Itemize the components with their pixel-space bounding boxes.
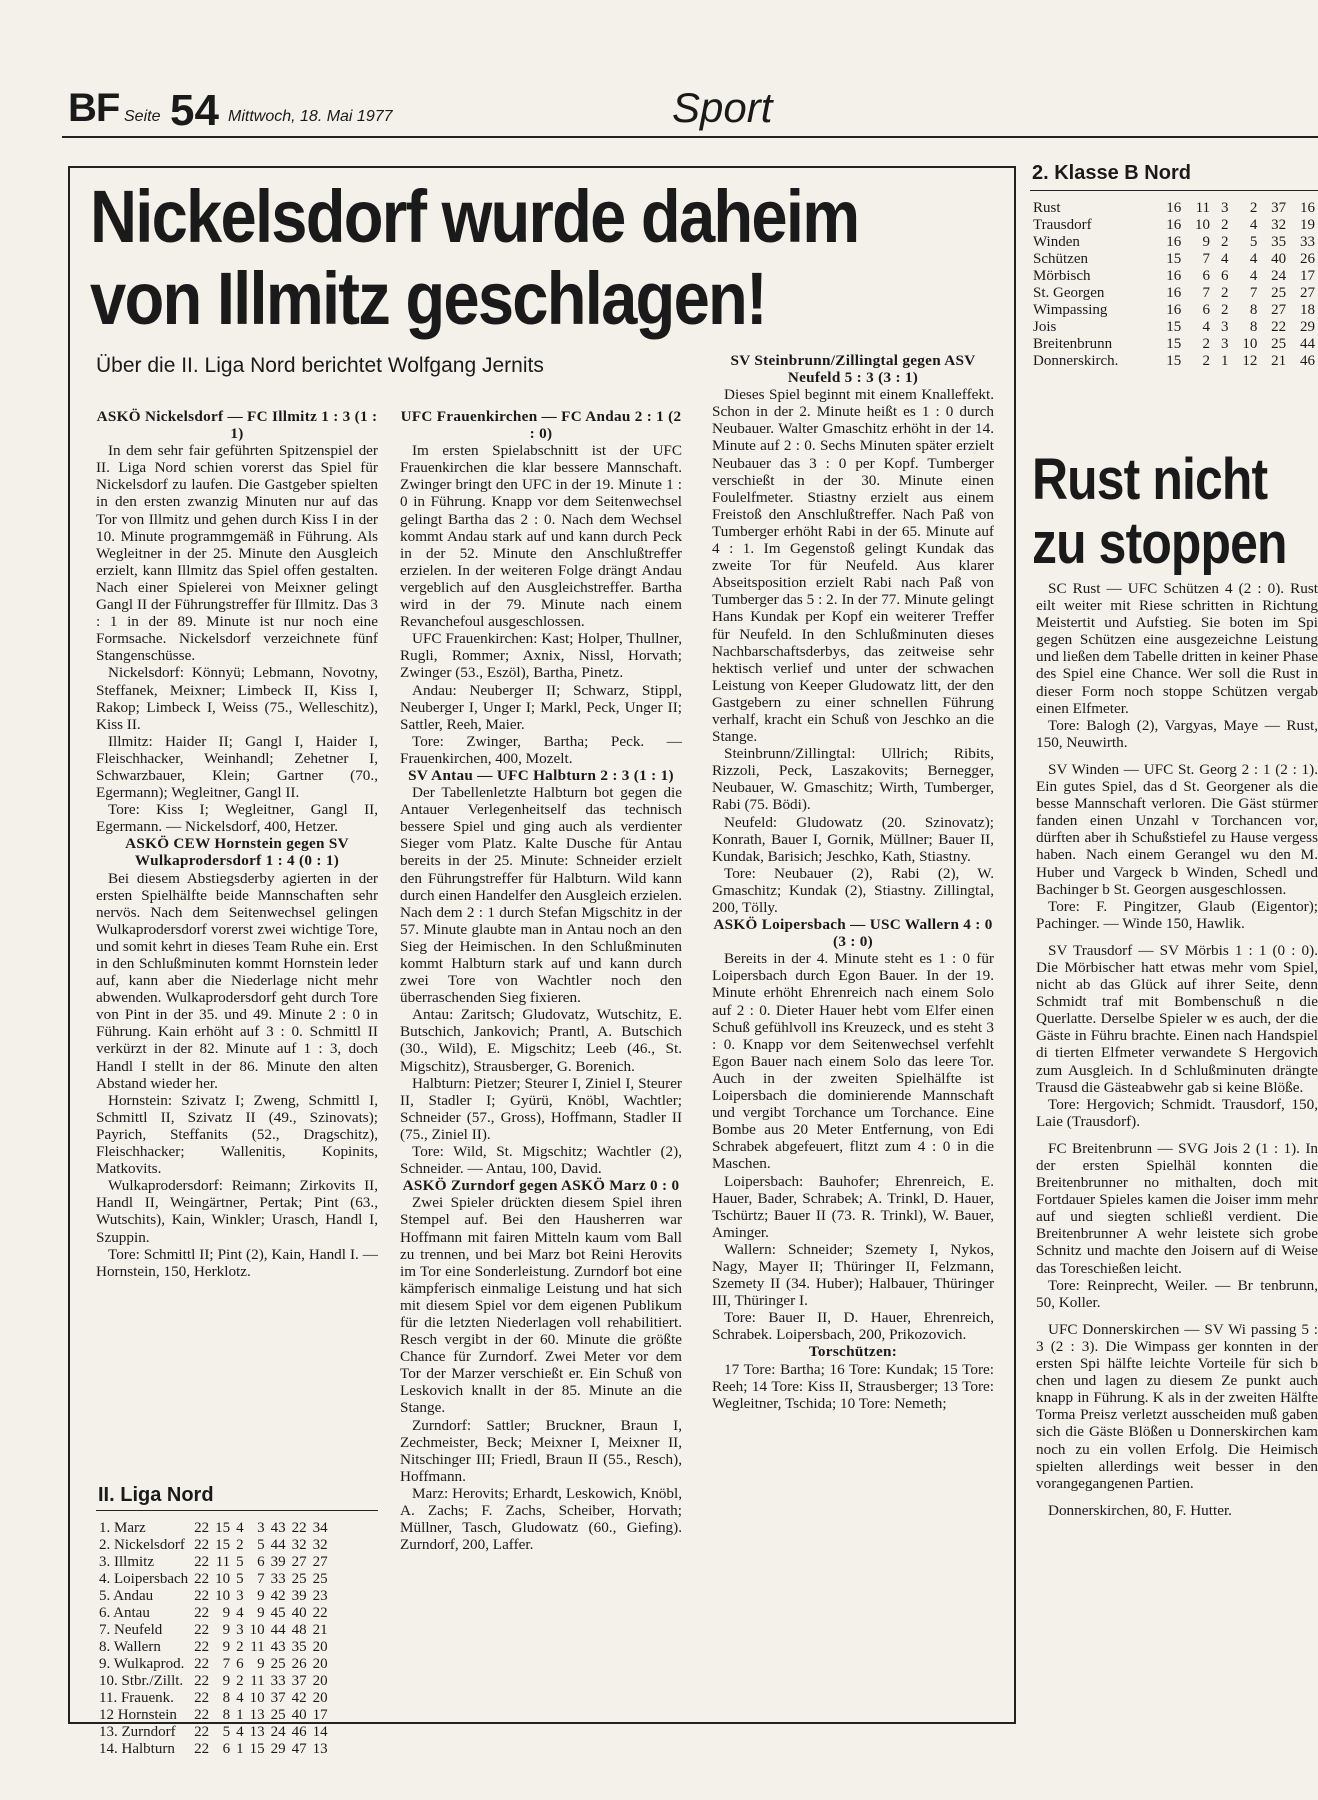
stat-cell: 20	[312, 1673, 328, 1689]
stat-cell: 3	[236, 1622, 244, 1638]
stat-cell: 15	[215, 1537, 231, 1553]
stat-cell: 6	[1221, 268, 1229, 284]
table-row	[1030, 251, 1318, 268]
stat-cell: 9	[257, 1656, 265, 1672]
stat-cell: 26	[1300, 251, 1315, 267]
article-paragraph: In dem sehr fair geführten Spitzenspiel der II. Liga Nord schien vorerst das Spiel für Nickelsdorf zu laufen. Die Gastgeber spielten in den ersten zwanzig Minuten nur auf das Tor von Illmitz und gehen durch Kiss I in der 10. Minute programmgemäß in Führung. Als Wegleitner in der 25. Minute den Ausgleich erzielt, kann Illmitz das Spiel offen gestalten. Nach einer Spielerei von Meixner gelingt Gangl II der Führungstreffer für Illmitz. Das 3 : 1 in der 89. Minute ist nur noch eine Formsache. Nickelsdorf verzeichnete fünf Stangenschüsse.	[96, 442, 378, 665]
stat-cell: 40	[1271, 251, 1287, 267]
stat-cell: 9	[1202, 234, 1211, 250]
article-paragraph: Tore: Bauer II, D. Hauer, Ehrenreich, Schrabek. Loipersbach, 200, Prikozovich.	[712, 1309, 994, 1344]
stat-cell: 33	[270, 1673, 286, 1689]
stat-cell: 10	[249, 1622, 265, 1638]
table-row	[96, 1673, 331, 1690]
stat-cell: 44	[270, 1622, 286, 1638]
stat-cell: 9	[257, 1605, 265, 1621]
stat-cell: 20	[312, 1639, 328, 1655]
stat-cell: 11	[250, 1639, 265, 1655]
stat-cell: 15	[1166, 251, 1182, 267]
stat-cell: 11	[215, 1554, 231, 1570]
match-heading: ASKÖ Zurndorf gegen ASKÖ Marz 0 : 0	[402, 1177, 680, 1195]
article-paragraph: Im ersten Spielabschnitt ist der UFC Frauenkirchen die klar bessere Mannschaft. Zwinger bringt den UFC in der 19. Minute 1 : 0 in Führung. Knapp vor dem Seitenwechsel gelingt Bartha das 2 : 0. Nach dem Wechsel kommt Andau stark auf und kann durch Peck in der 52. Minute den Anschlußtreffer erzielen. In der weiteren Folge drängt Andau vergeblich auf den Ausgleichstreffer. Bartha wird in der 79. Minute nach einem Revanchefoul ausgeschlossen.	[400, 442, 682, 631]
team-name: 5. Andau	[99, 1588, 154, 1604]
team-name: Trausdorf	[1033, 217, 1092, 233]
stat-cell: 35	[1271, 234, 1287, 250]
team-name: Winden	[1033, 234, 1080, 250]
klasse-standings-table	[1030, 200, 1318, 370]
stat-cell: 15	[1166, 336, 1182, 352]
stat-cell: 4	[1249, 251, 1258, 267]
stat-cell: 8	[1249, 302, 1258, 318]
article-paragraph: Tore: Zwinger, Bartha; Peck. — Frauenkirchen, 400, Mozelt.	[400, 732, 682, 767]
table-row	[96, 1520, 331, 1537]
article-paragraph: Wallern: Schneider; Szemety I, Nykos, Nagy, Mayer II; Thüringer II, Felzmann, Szemety II (34. Huber); Halbauer, Thüringer III, Thüringer I.	[712, 1240, 994, 1310]
table-row	[1030, 285, 1318, 302]
stat-cell: 17	[312, 1707, 328, 1723]
page-number: 54	[170, 86, 219, 135]
stat-cell: 32	[291, 1537, 307, 1553]
stat-cell: 5	[257, 1537, 265, 1553]
stat-cell: 48	[291, 1622, 307, 1638]
stat-cell: 21	[312, 1622, 328, 1638]
stat-cell: 9	[257, 1588, 265, 1604]
stat-cell: 2	[1202, 353, 1211, 369]
header-rule	[62, 136, 1318, 138]
stat-cell: 22	[194, 1554, 210, 1570]
stat-cell: 24	[1271, 268, 1287, 284]
team-name: 2. Nickelsdorf	[99, 1537, 185, 1553]
article-paragraph: Hornstein: Szivatz I; Zweng, Schmittl I, Schmittl II, Szivatz II (49., Szinovats); Payrich, Steffanits (52., Dragschitz), Fleischhacker; Wallenitis, Kopinits, Matkovits.	[96, 1091, 378, 1178]
article-paragraph: Tore: Balogh (2), Vargyas, Maye — Rust, 150, Neuwirth.	[1036, 716, 1318, 751]
stat-cell: 43	[270, 1520, 286, 1536]
article-paragraph: SC Rust — UFC Schützen 4 (2 : 0). Rust eilt weiter mit Riese schritten in Richtung Meistertit und Aufstieg. Sie boten im Spi gegen Schützen eine ausgezeichne Leistung und ließen dem Tabelle dritten in keiner Phase des Spiel eine Chance. Wer soll die Rust in dieser Form noch stoppe Schützen vergab einen Elfmeter.	[1036, 580, 1318, 717]
article-paragraph: SV Trausdorf — SV Mörbis 1 : 1 (0 : 0). Die Mörbischer hatt etwas mehr vom Spiel, nicht ab das Glück auf ihrer Seite, denn Schmidt traf mit Bombenschuß n die Querlatte. Derselbe Spieler w es auch, der die Gäste in Führu brachte. Einen nach Handspiel di tierten Elfmeter verwandete S Hergovich zum Ausgleich. In d Schlußminuten drängte Trausd die Gästeabwehr gab si keine Blöße.	[1036, 941, 1318, 1096]
stat-cell: 16	[1166, 285, 1182, 301]
article-paragraph: UFC Donnerskirchen — SV Wi passing 5 : 3 (2 : 3). Die Wimpass ger konnten in der ersten Spi hälfte leichte Vorteile für sich b chen und lagen zu diesem Ze punkt auch knapp in Führung. K als in der zweiten Hälfte Torma Preisz verletzt ausscheiden muß gaben sich die Gäste Blößen u Donnerskirchen kam noch zu ein vollen Erfolg. Die Heimisch spielten allerdings weit besser in den vorangegangenen Partien.	[1036, 1320, 1318, 1492]
article-paragraph: Tore: Hergovich; Schmidt. Trausdorf, 150, Laie (Trausdorf).	[1036, 1095, 1318, 1130]
match-heading: SV Steinbrunn/Zillingtal gegen ASV Neufeld 5 : 3 (3 : 1)	[730, 352, 976, 387]
table-row	[1030, 200, 1318, 217]
match-heading: SV Antau — UFC Halbturn 2 : 3 (1 : 1)	[408, 766, 674, 784]
stat-cell: 19	[1300, 217, 1315, 233]
article-paragraph: FC Breitenbrunn — SVG Jois 2 (1 : 1). In der ersten Spielhäl konnten die Breitenbrunner no mithalten, doch mit Fortdauer Spieles kamen die Joiser imm mehr auf und siegten schließl verdient. Die Breitenbrunner A wehr leistete sich grobe Schnitz und machte den Joisern auf di Weise das Toreschießen leicht.	[1036, 1139, 1318, 1277]
stat-cell: 3	[1221, 200, 1229, 216]
stat-cell: 25	[1271, 285, 1287, 301]
stat-cell: 32	[312, 1537, 328, 1553]
table-row	[96, 1588, 331, 1605]
team-name: St. Georgen	[1033, 285, 1105, 301]
team-name: Breitenbrunn	[1033, 336, 1113, 352]
stat-cell: 20	[312, 1656, 328, 1672]
stat-cell: 2	[1221, 285, 1229, 301]
table-row	[1030, 353, 1318, 370]
stat-cell: 45	[270, 1605, 286, 1621]
table-row	[96, 1571, 331, 1588]
stat-cell: 14	[312, 1724, 328, 1740]
stat-cell: 47	[291, 1741, 307, 1757]
stat-cell: 13	[249, 1724, 265, 1740]
stat-cell: 22	[312, 1605, 328, 1621]
stat-cell: 22	[194, 1622, 210, 1638]
article-paragraph: Tore: Wild, St. Migschitz; Wachtler (2), Schneider. — Antau, 100, David.	[400, 1143, 682, 1178]
stat-cell: 27	[1300, 285, 1315, 301]
stat-cell: 1	[236, 1741, 244, 1757]
stat-cell: 16	[1300, 200, 1315, 216]
stat-cell: 3	[1221, 319, 1229, 335]
stat-cell: 4	[236, 1520, 244, 1536]
stat-cell: 21	[1271, 353, 1287, 369]
table-row	[96, 1639, 331, 1656]
article-column-1	[96, 408, 378, 1280]
stat-cell: 2	[1221, 302, 1229, 318]
article-paragraph: Dieses Spiel beginnt mit einem Knalleffekt. Schon in der 2. Minute heißt es 1 : 0 durch Neubauer. Walter Gmaschitz erhöht in der 14. Minute auf 2 : 0. Sechs Minuten später erzielt Neubauer das 3 : 0 per Kopf. Tumberger verschießt in der 30. Minute einen Foulelfmeter. Stiastny erzielt aus einem Freistoß den Anschlußtreffer. Nach Paß von Tumberger erhöht Rabi in der 65. Minute auf 4 : 1. Im Gegenstoß gelingt Kundak das zweite Tor für Neufeld. Aus klarer Abseitsposition erzielt Rabi nach Paß von Tumberger das 5 : 2. In der 77. Minute gelingt Hans Kundak per Kopf ein weiterer Treffer für Neufeld. In den Schlußminuten dieses Nachbarschaftsderbys, das zeitweise sehr hektisch verlief und unter der schwachen Leistung von Keeper Gludowatz litt, der den Gastgebern zu einer schnellen Führung verhalf, kracht ein Schuß von Jeschko an die Stange.	[712, 386, 994, 746]
page-header	[68, 82, 1318, 138]
table-row	[1030, 302, 1318, 319]
stat-cell: 16	[1166, 268, 1182, 284]
table-row	[96, 1656, 331, 1673]
stat-cell: 29	[270, 1741, 286, 1757]
stat-cell: 2	[1202, 336, 1211, 352]
table-row	[1030, 319, 1318, 336]
stat-cell: 22	[194, 1707, 210, 1723]
stat-cell: 13	[249, 1707, 265, 1723]
stat-cell: 24	[270, 1724, 286, 1740]
stat-cell: 4	[236, 1690, 244, 1706]
stat-cell: 39	[270, 1554, 286, 1570]
stat-cell: 9	[222, 1622, 231, 1638]
liga-table-rule	[96, 1510, 378, 1511]
spacer	[1036, 1130, 1318, 1140]
stat-cell: 6	[222, 1741, 231, 1757]
stat-cell: 33	[1300, 234, 1315, 250]
article-headline: Nickelsdorf wurde daheim von Illmitz geschlagen!	[90, 175, 859, 340]
stat-cell: 6	[257, 1554, 265, 1570]
article-paragraph: UFC Frauenkirchen: Kast; Holper, Thullner, Rugli, Rommer; Axnix, Nissl, Horvath; Zwinger (53., Eszöl), Bartha, Pinetz.	[400, 630, 682, 682]
stat-cell: 4	[1249, 217, 1258, 233]
article-paragraph: Loipersbach: Bauhofer; Ehrenreich, E. Hauer, Bader, Schrabek; A. Trinkl, D. Hauer, Tschürtz; Bauer II (73. R. Trinkl), W. Bauer, Aminger.	[712, 1172, 994, 1241]
stat-cell: 5	[236, 1571, 244, 1587]
stat-cell: 11	[1195, 200, 1211, 216]
article-paragraph: SV Winden — UFC St. Georg 2 : 1 (2 : 1). Ein gutes Spiel, das d St. Georgener als die besse Mannschaft verloren. Die Gäst stürmer fanden einen Unzahl v Torchancen vor, dürften aber ih Schußstiefel zu Hause vergess haben. Nach einem Gerangel wu den M. Huber und Vargeck b Winden, Schedl und Bachinger b St. Georgen ausgeschlossen.	[1036, 760, 1318, 898]
table-row	[96, 1707, 331, 1724]
issue-date: Mittwoch, 18. Mai 1977	[228, 108, 393, 125]
stat-cell: 43	[270, 1639, 286, 1655]
team-name: 12 Hornstein	[99, 1707, 177, 1723]
match-heading: ASKÖ Loipersbach — USC Wallern 4 : 0 (3 : 0)	[713, 916, 993, 951]
team-name: 8. Wallern	[99, 1639, 161, 1655]
table-row	[1030, 234, 1318, 251]
stat-cell: 37	[270, 1690, 286, 1706]
article-paragraph: Illmitz: Haider II; Gangl I, Haider I, Fleischhacker, Weinhandl; Zehetner I, Schwarzbauer, Klein; Gartner (70., Egermann); Wegleitner, Gangl II.	[96, 732, 378, 802]
stat-cell: 2	[236, 1537, 244, 1553]
stat-cell: 22	[194, 1673, 210, 1689]
stat-cell: 7	[1249, 285, 1258, 301]
stat-cell: 22	[194, 1605, 210, 1621]
article-paragraph: Halbturn: Pietzer; Steurer I, Ziniel I, Steurer II, Stadler I; Gyürü, Knöbl, Wachtler; Schneider (57., Gross), Hoffmann, Stadler II (75., Ziniel II).	[400, 1074, 682, 1143]
stat-cell: 40	[291, 1605, 307, 1621]
stat-cell: 4	[1249, 268, 1258, 284]
stat-cell: 22	[194, 1537, 210, 1553]
stat-cell: 27	[1271, 302, 1287, 318]
stat-cell: 22	[194, 1741, 210, 1757]
stat-cell: 3	[257, 1520, 265, 1536]
article-paragraph: Bei diesem Abstiegsderby agierten in der ersten Spielhälfte beide Mannschaften sehr nervös. Nach dem Seitenwechsel gelingen Wulkaprodersdorf vorerst zwei wichtige Tore, und somit kehrt in dieses Team Ruhe ein. Erst in den Schlußminuten kommt Hornstein leder auf, kann aber die Niederlage nicht mehr abwenden. Wulkaprodersdorf geht durch Tore von Pint in der 35. und 49. Minute 2 : 0 in Führung. Kain erhöht auf 3 : 0. Schmittl II verkürzt in der 82. Minute auf 1 : 3, doch Handl I stellt in der 86. Minute den alten Abstand wieder her.	[96, 869, 378, 1092]
team-name: Schützen	[1033, 251, 1088, 267]
stat-cell: 16	[1166, 302, 1182, 318]
section-title: Sport	[672, 84, 773, 131]
stat-cell: 4	[236, 1724, 244, 1740]
team-name: Mörbisch	[1033, 268, 1091, 284]
liga-standings-table	[96, 1520, 331, 1758]
article-paragraph: Steinbrunn/Zillingtal: Ullrich; Ribits, Rizzoli, Peck, Laszakovits; Bernegger, Neubauer, W. Gmaschitz; Wirth, Tumberger, Rabi (75. Bödi).	[712, 745, 994, 814]
table-row	[96, 1537, 331, 1554]
stat-cell: 3	[1221, 336, 1229, 352]
team-name: Donnerskirch.	[1033, 353, 1119, 369]
table-row	[1030, 217, 1318, 234]
stat-cell: 12	[1242, 353, 1258, 369]
stat-cell: 4	[1202, 319, 1211, 335]
stat-cell: 27	[312, 1554, 328, 1570]
stat-cell: 22	[194, 1639, 210, 1655]
stat-cell: 15	[215, 1520, 231, 1536]
stat-cell: 2	[236, 1639, 244, 1655]
team-name: Jois	[1033, 319, 1057, 335]
klasse-table-title: 2. Klasse B Nord	[1032, 162, 1191, 184]
stat-cell: 10	[1195, 217, 1211, 233]
stat-cell: 18	[1300, 302, 1315, 318]
team-name: 11. Frauenk.	[99, 1690, 174, 1706]
article-paragraph: Andau: Neuberger II; Schwarz, Stippl, Neuberger I, Unger I; Markl, Peck, Unger II; Sattler, Reeh, Maier.	[400, 681, 682, 733]
stat-cell: 39	[291, 1588, 307, 1604]
stat-cell: 22	[194, 1571, 210, 1587]
table-row	[96, 1724, 331, 1741]
article-paragraph: Bereits in der 4. Minute steht es 1 : 0 für Loipersbach durch Egon Bauer. In der 19. Minute erhöht Ehrenreich nach einem Solo auf 2 : 0. Dieter Hauer hebt vom Elfer einen Schuß gefühlvoll ins Kreuzeck, und es steht 3 : 0. Knapp vor dem Seitenwechsel verfehlt Egon Bauer nach einem Solo das leere Tor. Auch in der zweiten Spielhälfte ist Loipersbach die dominierende Mannschaft und vergibt Torchance um Torchance. Eine Bombe aus 20 Meter Entfernung, von Edi Schrabek abgefeuert, flitzt zum 4 : 0 in die Maschen.	[712, 950, 994, 1173]
stat-cell: 2	[1221, 217, 1229, 233]
article-paragraph: Der Tabellenletzte Halbturn bot gegen die Antauer Verlegenheitself das technisch bessere Spiel und ging auch als verdienter Sieger vom Platz. Kalte Dusche für Antau bereits in der 25. Minute: Schneider erzielt den Führungstreffer für Halbturn. Wild kann durch einen Handelfer den Ausgleich erzielen. Nach dem 2 : 1 durch Stefan Migschitz in der 57. Minute glaubte man in Antau noch an den Sieg der Heimischen. In den Schlußminuten kommt Halbturn stark auf und kann durch zwei Tore von Wachtler noch den überraschenden Sieg fixieren.	[400, 784, 682, 1007]
stat-cell: 20	[312, 1690, 328, 1706]
stat-cell: 22	[194, 1588, 210, 1604]
stat-cell: 34	[312, 1520, 328, 1536]
stat-cell: 7	[1202, 285, 1211, 301]
stat-cell: 17	[1300, 268, 1315, 284]
stat-cell: 9	[222, 1605, 231, 1621]
spacer	[1036, 751, 1318, 761]
stat-cell: 10	[215, 1588, 231, 1604]
table-row	[96, 1605, 331, 1622]
stat-cell: 2	[236, 1673, 244, 1689]
match-heading: ASKÖ CEW Hornstein gegen SV Wulkaprodersdorf 1 : 4 (0 : 1)	[125, 835, 349, 870]
stat-cell: 6	[1202, 302, 1211, 318]
stat-cell: 26	[291, 1656, 307, 1672]
stat-cell: 2	[1249, 200, 1258, 216]
stat-cell: 8	[222, 1707, 231, 1723]
stat-cell: 6	[1202, 268, 1211, 284]
stat-cell: 9	[222, 1639, 231, 1655]
stat-cell: 10	[215, 1571, 231, 1587]
match-heading: UFC Frauenkirchen — FC Andau 2 : 1 (2 : 0)	[400, 408, 682, 443]
article-paragraph: Wulkaprodersdorf: Reimann; Zirkovits II, Handl II, Weingärtner, Pertak; Pint (63., Wutschits), Kain, Winkler; Urasch, Handl I, Szuppin.	[96, 1177, 378, 1246]
stat-cell: 25	[312, 1571, 328, 1587]
stat-cell: 15	[1166, 353, 1182, 369]
stat-cell: 44	[270, 1537, 286, 1553]
spacer	[1036, 1311, 1318, 1321]
stat-cell: 42	[291, 1690, 307, 1706]
stat-cell: 40	[291, 1707, 307, 1723]
stat-cell: 9	[222, 1673, 231, 1689]
stat-cell: 25	[270, 1656, 286, 1672]
right-article-column	[1036, 580, 1318, 1519]
team-name: 7. Neufeld	[99, 1622, 163, 1638]
stat-cell: 32	[1271, 217, 1287, 233]
article-paragraph: Antau: Zaritsch; Gludovatz, Wutschitz, E. Butschich, Jankovich; Prantl, A. Butschich (30., Wild), E. Migschitz; Leeb (46., St. Migschitz), Strausberger, G. Borenich.	[400, 1006, 682, 1075]
stat-cell: 42	[270, 1588, 286, 1604]
stat-cell: 44	[1300, 336, 1315, 352]
stat-cell: 22	[194, 1520, 210, 1536]
team-name: 9. Wulkaprod.	[99, 1656, 185, 1672]
stat-cell: 3	[236, 1588, 244, 1604]
article-paragraph: Neufeld: Gludowatz (20. Szinovatz); Konrath, Bauer I, Gornik, Müllner; Bauer II, Kundak, Barisich; Jeschko, Kath, Stiastny.	[712, 813, 994, 865]
stat-cell: 46	[1300, 353, 1315, 369]
article-column-2	[400, 408, 682, 1553]
stat-cell: 35	[291, 1639, 307, 1655]
table-row	[96, 1690, 331, 1707]
article-paragraph: Tore: F. Pingitzer, Glaub (Eigentor); Pachinger. — Winde 150, Hawlik.	[1036, 897, 1318, 932]
stat-cell: 16	[1166, 217, 1182, 233]
team-name: 3. Illmitz	[99, 1554, 154, 1570]
stat-cell: 11	[250, 1673, 265, 1689]
stat-cell: 37	[1271, 200, 1287, 216]
stat-cell: 5	[236, 1554, 244, 1570]
article-paragraph: Zwei Spieler drückten diesem Spiel ihren Stempel auf. Bei den Hausherren war Hoffmann mit fairen Mitteln kaum vom Ball zu trennen, und bei Marz bot Reini Herovits im Tor eine Sonderleistung. Zurndorf bot eine kämpferisch einmalige Leistung und hat sich mit diesem Spiel vor dem eigenen Publikum für die letzten Niederlagen voll rehabilitiert. Resch vergibt in der 60. Minute die größte Chance für Zurndorf. Zwei Meter vor dem Tor der Marzer verschießt er. Ein Schuß von Leskovich knallt in der 85. Minute an die Stange.	[400, 1194, 682, 1417]
stat-cell: 1	[236, 1707, 244, 1723]
stat-cell: 27	[291, 1554, 307, 1570]
stat-cell: 22	[194, 1656, 210, 1672]
stat-cell: 22	[291, 1520, 307, 1536]
stat-cell: 23	[312, 1588, 328, 1604]
page-label: Seite	[124, 108, 161, 125]
stat-cell: 4	[236, 1605, 244, 1621]
article-paragraph: Zurndorf: Sattler; Bruckner, Braun I, Zechmeister, Beck; Meixner I, Meixner II, Nitschinger III; Friedl, Braun II (55., Resch), Hoffmann.	[400, 1416, 682, 1485]
spacer	[1036, 1492, 1318, 1502]
article-paragraph: Tore: Neubauer (2), Rabi (2), W. Gmaschitz; Kundak (2), Stiastny. Zillingtal, 200, Tölly.	[712, 864, 994, 916]
match-heading: Torschützen:	[808, 1343, 898, 1361]
team-name: 6. Antau	[99, 1605, 150, 1621]
stat-cell: 5	[222, 1724, 231, 1740]
team-name: Wimpassing	[1033, 302, 1108, 318]
article-paragraph: Tore: Kiss I; Wegleitner, Gangl II, Egermann. — Nickelsdorf, 400, Hetzer.	[96, 801, 378, 836]
article-paragraph: Tore: Reinprecht, Weiler. — Br tenbrunn, 50, Koller.	[1036, 1276, 1318, 1311]
table-row	[96, 1741, 331, 1758]
stat-cell: 25	[291, 1571, 307, 1587]
article-paragraph: 17 Tore: Bartha; 16 Tore: Kundak; 15 Tore: Reeh; 14 Tore: Kiss II, Strausberger; 13 Tore: Wegleitner, Tschida; 10 Tore: Nemeth;	[712, 1360, 994, 1412]
liga-table-title: II. Liga Nord	[98, 1484, 214, 1506]
stat-cell: 5	[1249, 234, 1258, 250]
team-name: 1. Marz	[99, 1520, 146, 1536]
table-row	[96, 1554, 331, 1571]
stat-cell: 6	[236, 1656, 244, 1672]
spacer	[1036, 932, 1318, 942]
article-paragraph: Donnerskirchen, 80, F. Hutter.	[1048, 1501, 1232, 1519]
right-headline: Rust nicht zu stoppen	[1032, 447, 1287, 576]
article-column-3	[712, 352, 994, 1412]
stat-cell: 4	[1221, 251, 1229, 267]
table-row	[96, 1622, 331, 1639]
stat-cell: 22	[194, 1724, 210, 1740]
stat-cell: 1	[1221, 353, 1229, 369]
stat-cell: 37	[291, 1673, 307, 1689]
stat-cell: 25	[270, 1707, 286, 1723]
match-heading: ASKÖ Nickelsdorf — FC Illmitz 1 : 3 (1 : 1)	[96, 408, 378, 443]
stat-cell: 15	[1166, 319, 1182, 335]
stat-cell: 8	[1249, 319, 1258, 335]
stat-cell: 8	[222, 1690, 231, 1706]
stat-cell: 33	[270, 1571, 286, 1587]
stat-cell: 15	[249, 1741, 265, 1757]
stat-cell: 16	[1166, 234, 1182, 250]
article-paragraph: Tore: Schmittl II; Pint (2), Kain, Handl I. — Hornstein, 150, Herklotz.	[96, 1245, 378, 1280]
masthead-logo: BF	[68, 86, 120, 130]
stat-cell: 2	[1221, 234, 1229, 250]
team-name: 14. Halbturn	[99, 1741, 175, 1757]
team-name: 13. Zurndorf	[99, 1724, 176, 1740]
stat-cell: 22	[1271, 319, 1287, 335]
table-row	[1030, 268, 1318, 285]
stat-cell: 29	[1300, 319, 1315, 335]
stat-cell: 7	[257, 1571, 265, 1587]
team-name: 4. Loipersbach	[99, 1571, 189, 1587]
stat-cell: 46	[291, 1724, 307, 1740]
stat-cell: 13	[312, 1741, 328, 1757]
stat-cell: 10	[1242, 336, 1258, 352]
article-byline: Über die II. Liga Nord berichtet Wolfgang Jernits	[96, 354, 544, 377]
stat-cell: 7	[222, 1656, 231, 1672]
stat-cell: 22	[194, 1690, 210, 1706]
klasse-table-rule	[1030, 190, 1318, 191]
stat-cell: 25	[1271, 336, 1287, 352]
article-paragraph: Marz: Herovits; Erhardt, Leskowich, Knöbl, A. Zachs; F. Zachs, Scheiber, Horvath; Müllner, Tasch, Gludowatz (60., Giefing). Zurndorf, 200, Laffer.	[400, 1484, 682, 1554]
table-row	[1030, 336, 1318, 353]
article-paragraph: Nickelsdorf: Könnyü; Lebmann, Novotny, Steffanek, Meixner; Limbeck II, Kiss I, Rakop; Limbeck I, Weiss (75., Welleschitz), Kiss II.	[96, 664, 378, 733]
team-name: Rust	[1033, 200, 1061, 216]
stat-cell: 16	[1166, 200, 1182, 216]
stat-cell: 10	[249, 1690, 265, 1706]
stat-cell: 7	[1202, 251, 1211, 267]
team-name: 10. Stbr./Zillt.	[99, 1673, 184, 1689]
